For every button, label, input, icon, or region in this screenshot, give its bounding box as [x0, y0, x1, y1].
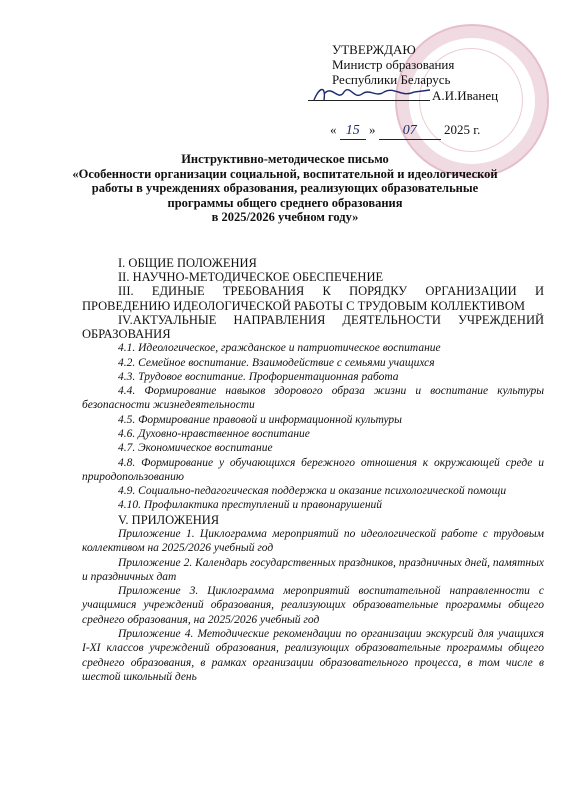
subsection-4-5: 4.5. Формирование правовой и информационной культуры: [118, 413, 402, 426]
appendix-1: Приложение 1. Циклограмма мероприятий по идеологической работе с трудовым коллективом на 2025/2026 учебный год: [82, 527, 544, 555]
approval-block: [332, 42, 552, 87]
date-quote-close: »: [369, 122, 376, 137]
title-line-1: Инструктивно-методическое письмо: [181, 152, 389, 166]
signer-name: А.И.Иванец: [432, 88, 499, 103]
date-year: 2025 г.: [444, 122, 481, 137]
approval-position: Министр образования: [332, 57, 455, 72]
subsection-4-3: 4.3. Трудовое воспитание. Профориентационная работа: [118, 370, 399, 383]
subsection-4-2: 4.2. Семейное воспитание. Взаимодействие с семьями учащихся: [118, 356, 435, 369]
appendix-3: Приложение 3. Циклограмма мероприятий воспитательной направленности с учащимися учреждений образования, реализующих образовательные программы общего среднего образования, на 2025/2026 учебный год: [82, 585, 544, 626]
appendix-2: Приложение 2. Календарь государственных праздников, праздничных дней, памятных и праздничных дат: [82, 556, 544, 583]
approval-heading: УТВЕРЖДАЮ: [332, 42, 416, 57]
title-line-3: работы в учреждениях образования, реализующих образовательные: [91, 181, 479, 195]
date-month: 07: [379, 123, 441, 140]
date-day: 15: [340, 123, 366, 140]
subsection-4-8: 4.8. Формирование у обучающихся бережного отношения к окружающей среде и природопользованию: [82, 456, 544, 483]
approval-date: [330, 122, 480, 140]
subsection-4-7: 4.7. Экономическое воспитание: [118, 442, 273, 455]
title-line-2: «Особенности организации социальной, воспитательной и идеологической: [72, 166, 498, 181]
section-5: V. ПРИЛОЖЕНИЯ: [118, 512, 220, 527]
document-title: [60, 152, 510, 225]
title-line-5: в 2025/2026 учебном году»: [211, 210, 359, 224]
section-4: IV.АКТУАЛЬНЫЕ НАПРАВЛЕНИЯ ДЕЯТЕЛЬНОСТИ УЧРЕЖДЕНИЙ ОБРАЗОВАНИЯ: [82, 312, 544, 342]
subsection-4-9: 4.9. Социально-педагогическая поддержка и оказание психологической помощи: [118, 485, 507, 498]
title-line-4: программы общего среднего образования: [167, 195, 403, 210]
section-3: III. ЕДИНЫЕ ТРЕБОВАНИЯ К ПОРЯДКУ ОРГАНИЗАЦИИ И ПРОВЕДЕНИЮ ИДЕОЛОГИЧЕСКОЙ РАБОТЫ С ТРУДОВЫМ КОЛЛЕКТИВОМ: [82, 284, 544, 313]
contents-list: [82, 256, 544, 684]
subsection-4-4: 4.4. Формирование навыков здорового образа жизни и воспитание культуры безопасности жизнедеятельности: [82, 385, 544, 412]
handwritten-signature: [310, 82, 435, 106]
section-1: I. ОБЩИЕ ПОЛОЖЕНИЯ: [118, 256, 257, 270]
appendix-4: Приложение 4. Методические рекомендации по организации экскурсий для учащихся I-XI классов учреждений образования, реализующих образовательные программы общего среднего образования, в рамках организации образовательного процесса, в том числе в шестой школьный день: [82, 628, 544, 683]
section-2: II. НАУЧНО-МЕТОДИЧЕСКОЕ ОБЕСПЕЧЕНИЕ: [118, 270, 384, 285]
subsection-4-1: 4.1. Идеологическое, гражданское и патриотическое воспитание: [118, 342, 441, 355]
subsection-4-6: 4.6. Духовно-нравственное воспитание: [118, 428, 310, 440]
subsection-4-10: 4.10. Профилактика преступлений и правонарушений: [118, 499, 383, 512]
date-quote-open: «: [330, 122, 337, 137]
approval-country: Республики Беларусь: [332, 72, 451, 87]
